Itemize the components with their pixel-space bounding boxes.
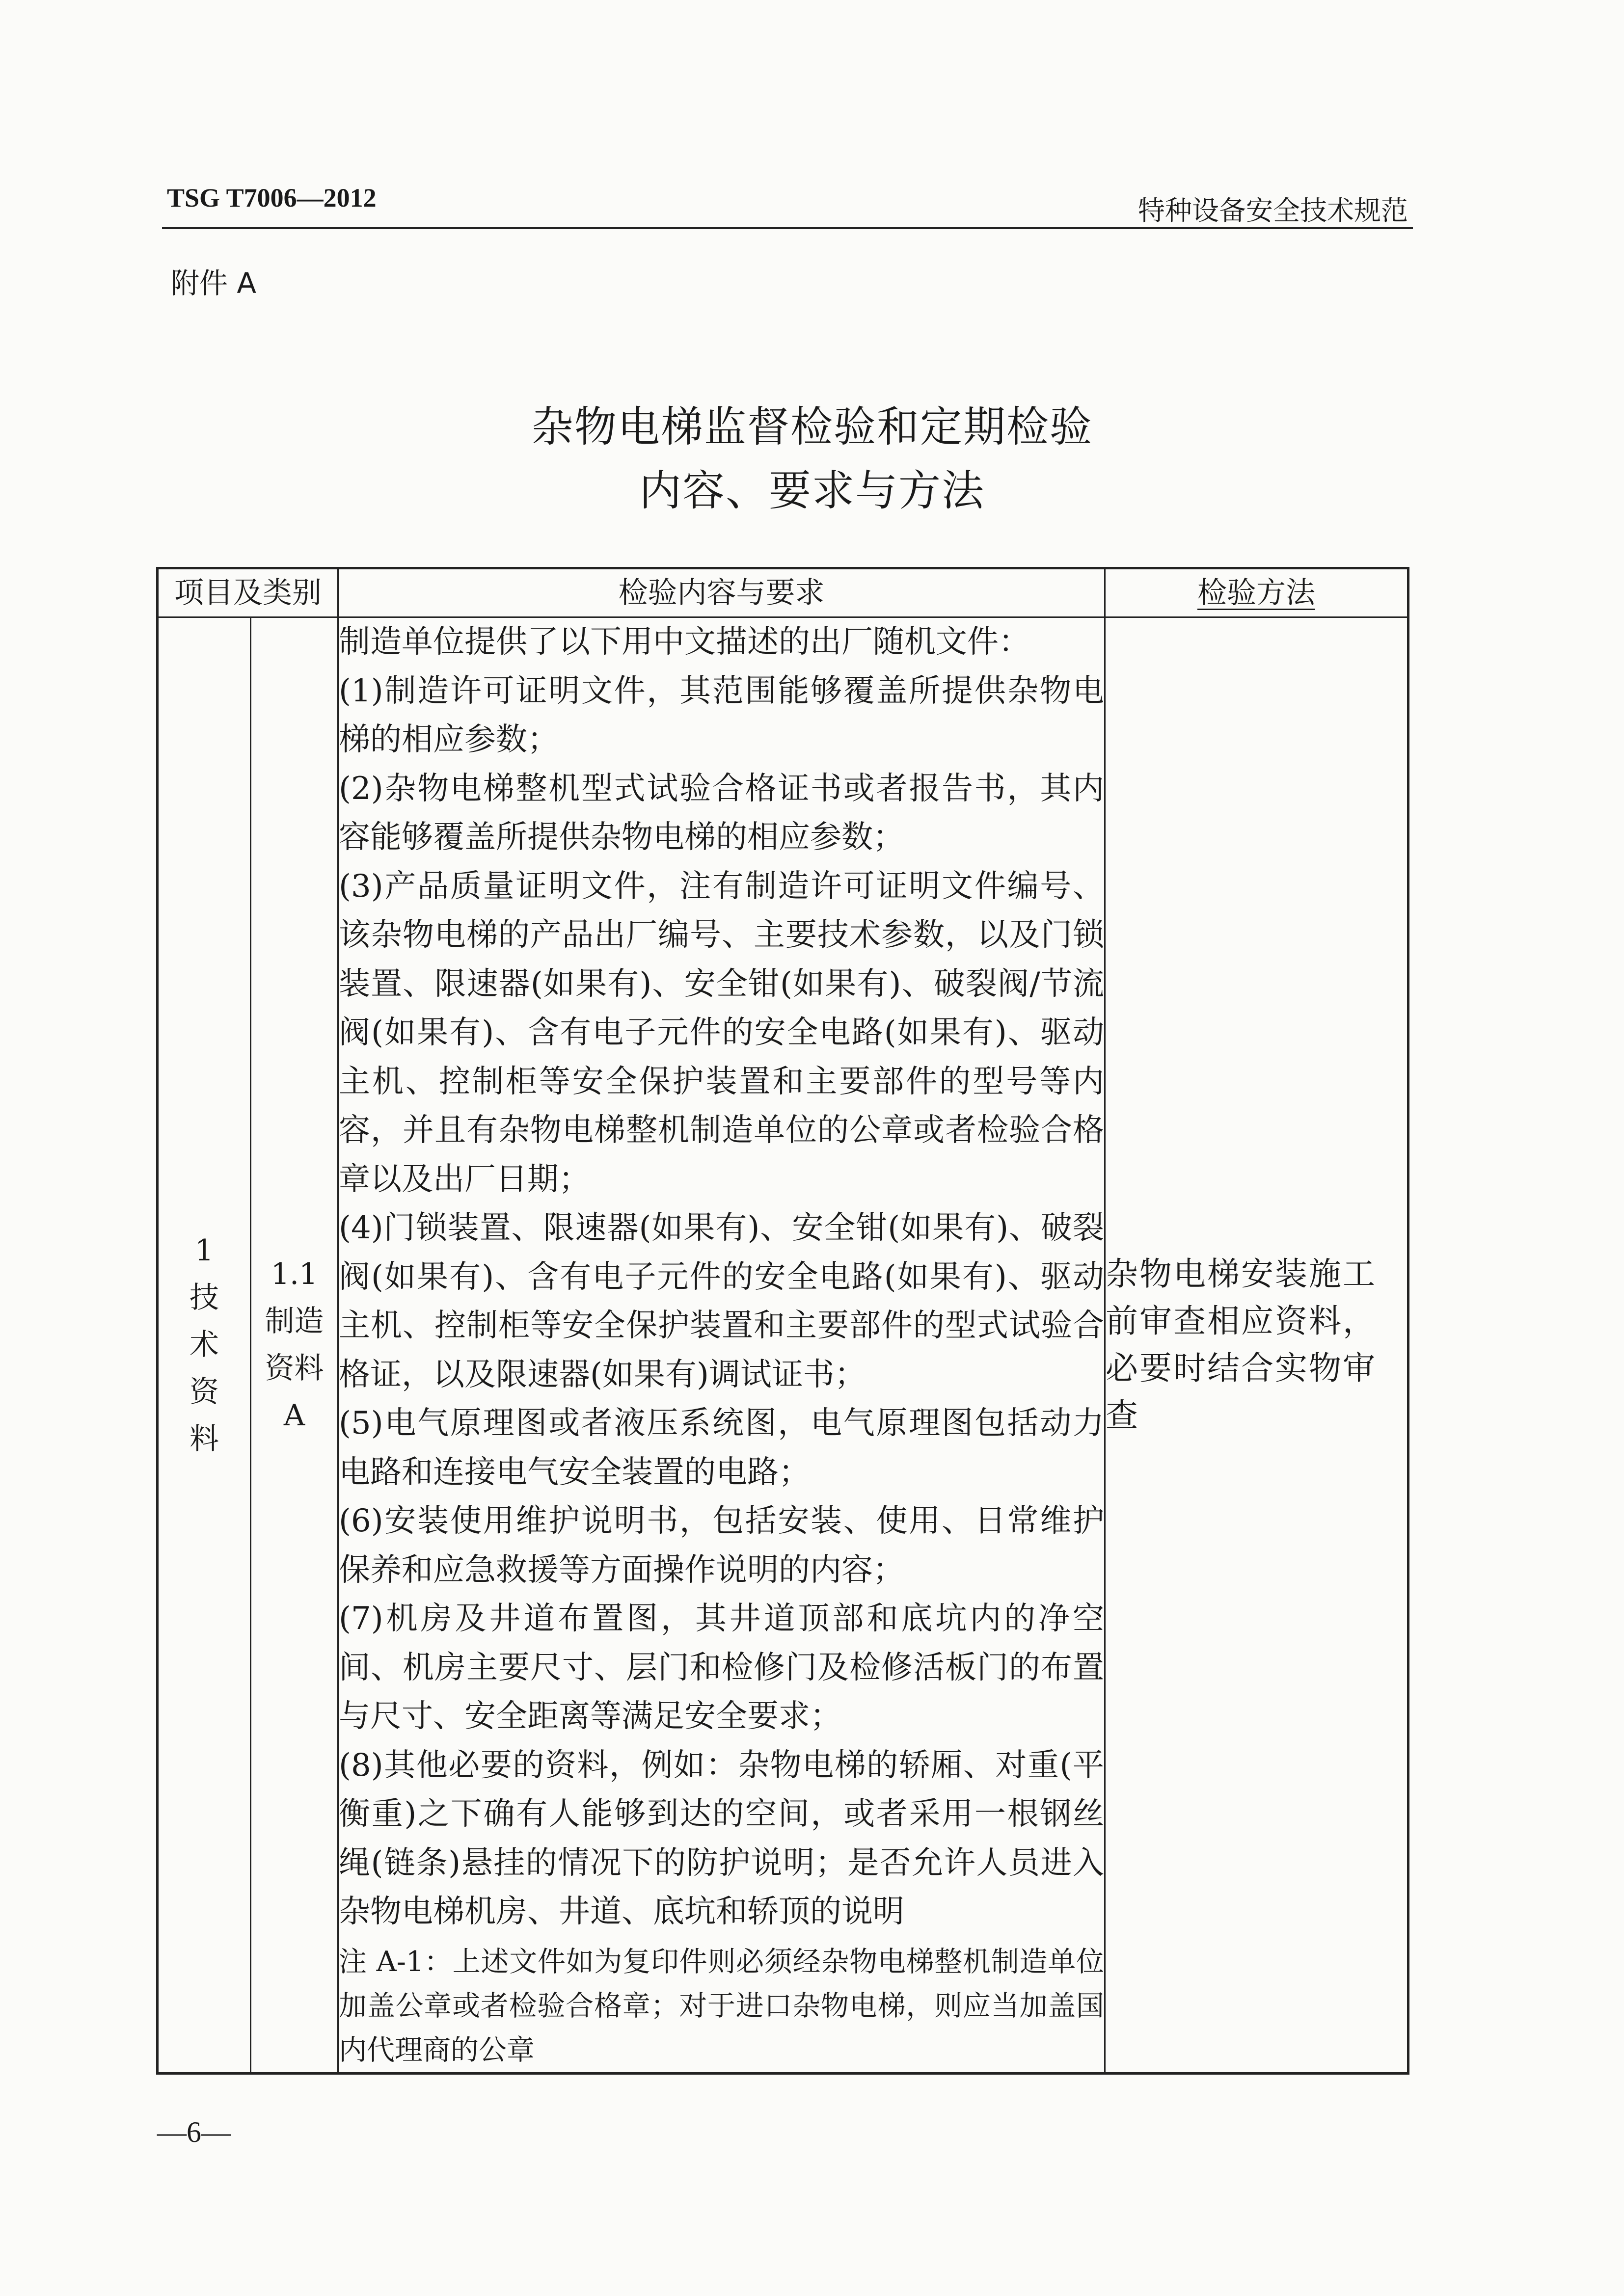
table-row [158, 617, 1408, 2074]
method-cell: 杂物电梯安装施工前审查相应资料，必要时结合实物审查 [1105, 617, 1408, 2074]
requirements-cell [338, 617, 1105, 2074]
annex-label: 附件 A [171, 267, 257, 300]
category-label: 1技术资料 [189, 1233, 219, 1457]
header-method-label: 检验方法 [1197, 576, 1315, 610]
subitem-number: 1.1 [271, 1257, 318, 1292]
requirement-item-5: (5)电气原理图或者液压系统图，电气原理图包括动力电路和连接电气安全装置的电路； [339, 1405, 1104, 1491]
series-title: 特种设备安全技术规范 [1137, 195, 1408, 226]
requirement-item-7: (7)机房及井道布置图，其井道顶部和底坑内的净空间、机房主要尺寸、层门和检修门及检修活板门的布置与尺寸、安全距离等满足安全要求； [339, 1601, 1104, 1735]
requirement-item-4: (4)门锁装置、限速器(如果有)、安全钳(如果有)、破裂阀(如果有)、含有电子元件的安全电路(如果有)、驱动主机、控制柜等安全保护装置和主要部件的型式试验合格证，以及限速器(如果有)调试证书； [339, 1210, 1104, 1393]
header-method [1105, 568, 1408, 617]
standard-code: TSG T7006—2012 [167, 183, 377, 213]
subitem-class: A [283, 1398, 305, 1433]
requirement-item-2: (2)杂物电梯整机型式试验合格证书或者报告书，其内容能够覆盖所提供杂物电梯的相应参数； [339, 770, 1104, 855]
header-content-requirements: 检验内容与要求 [338, 568, 1105, 617]
document-title-line1: 杂物电梯监督检验和定期检验 [531, 402, 1093, 452]
subitem-name: 制造资料 [265, 1304, 324, 1386]
page-number: —6— [157, 2116, 231, 2148]
inspection-table [156, 567, 1409, 2075]
requirement-item-6: (6)安装使用维护说明书，包括安装、使用、日常维护保养和应急救援等方面操作说明的内容； [339, 1503, 1104, 1588]
requirement-item-1: (1)制造许可证明文件，其范围能够覆盖所提供杂物电梯的相应参数； [339, 672, 1104, 758]
requirement-note: 注 A-1：上述文件如为复印件则必须经杂物电梯整机制造单位加盖公章或者检验合格章；对于进口杂物电梯，则应当加盖国内代理商的公章 [339, 1945, 1104, 2066]
header-item-category: 项目及类别 [158, 568, 338, 617]
table-header-row [158, 568, 1408, 617]
category-cell [158, 617, 251, 2074]
requirement-intro: 制造单位提供了以下用中文描述的出厂随机文件： [339, 624, 1030, 660]
requirement-item-3: (3)产品质量证明文件，注有制造许可证明文件编号、该杂物电梯的产品出厂编号、主要技术参数，以及门锁装置、限速器(如果有)、安全钳(如果有)、破裂阀/节流阀(如果有)、含有电子元件的安全电路(如果有)、驱动主机、控制柜等安全保护装置和主要部件的型号等内容，并且有杂物电梯整机制造单位的公章或者检验合格章以及出厂日期； [339, 868, 1104, 1198]
header-rule [162, 227, 1413, 229]
subitem-cell [251, 617, 338, 2074]
requirement-item-8: (8)其他必要的资料，例如：杂物电梯的轿厢、对重(平衡重)之下确有人能够到达的空间，或者采用一根钢丝绳(链条)悬挂的情况下的防护说明；是否允许人员进入杂物电梯机房、井道、底坑和轿顶的说明 [339, 1747, 1104, 1930]
document-title-line2: 内容、要求与方法 [639, 466, 985, 515]
